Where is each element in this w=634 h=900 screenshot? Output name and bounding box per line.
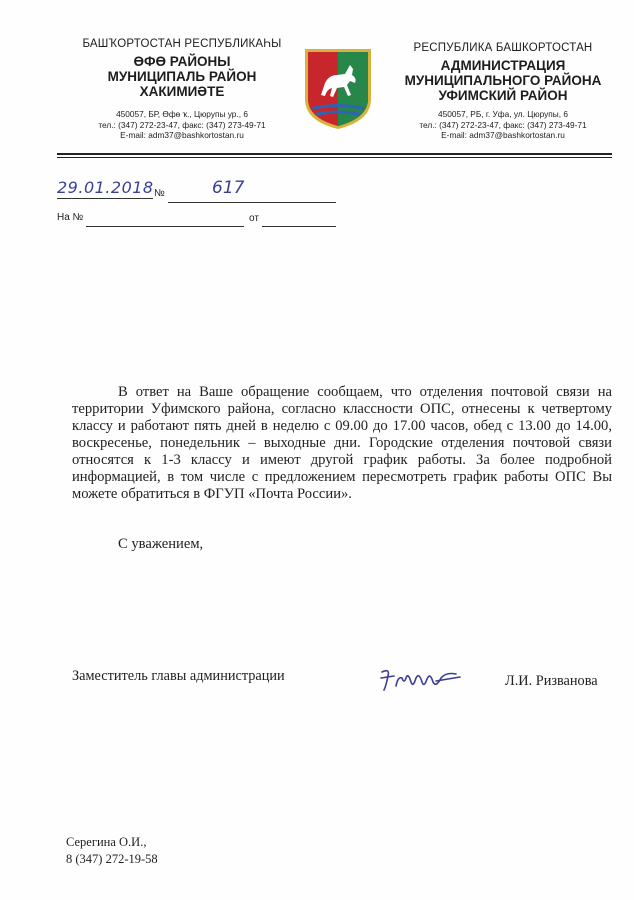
executor-name: Серегина О.И., (66, 835, 147, 849)
header-right-org-line1: АДМИНИСТРАЦИЯ (440, 58, 566, 73)
header-right-russian (388, 42, 618, 141)
header-divider-thick (57, 153, 612, 155)
signatory-name: Л.И. Ризванова (505, 673, 598, 689)
header-right-org-line3: УФИМСКИЙ РАЙОН (438, 88, 568, 103)
date-underline (57, 198, 153, 199)
ref-number-label: На № (57, 212, 84, 223)
header-left-address: 450057, БР, Өфө ҡ., Цюрупы ур., 6 (116, 109, 248, 119)
header-left-republic: БАШҠОРТОСТАН РЕСПУБЛИКАҺЫ (82, 38, 282, 50)
header-left-phones: тел.: (347) 272-23-47, факс: (347) 273-49-71 (98, 119, 266, 130)
header-left-email: E-mail: adm37@bashkortostan.ru (120, 130, 244, 140)
registration-date: 29.01.2018 (57, 178, 154, 197)
ref-date-underline (262, 226, 336, 227)
ref-date-label: от (249, 213, 259, 224)
header-right-address: 450057, РБ, г. Уфа, ул. Цюрупы, 6 (438, 109, 568, 119)
ref-number-underline (86, 226, 244, 227)
closing-phrase: С уважением, (118, 536, 204, 552)
header-right-email: E-mail: adm37@bashkortostan.ru (441, 130, 565, 140)
registration-number: 617 (212, 178, 245, 198)
header-left-org-line2: МУНИЦИПАЛЬ РАЙОН (107, 69, 257, 84)
header-divider-thin (57, 157, 612, 158)
executor-phone: 8 (347) 272-19-58 (66, 852, 158, 866)
letter-body (72, 384, 612, 503)
executor-info (66, 834, 158, 868)
header-left-org-line3: ХАКИМИӘТЕ (139, 84, 225, 99)
handwritten-signature-icon (378, 664, 464, 694)
header-right-phones: тел.: (347) 272-23-47, факс: (347) 273-49-71 (419, 119, 587, 130)
body-paragraph: В ответ на Ваше обращение сообщаем, что отделения почтовой связи на территории Уфимского района, согласно классности ОПС, отнесены к четвертому классу и работают пять дней в неделю с 09.00 до 17.00 часов, обед с 13.00 до 14.00, воскресенье, понедельник – выходные дни. Городские отделения почтовой связи относятся к 1-3 классу и имеют другой график работы. За более подробной информацией, в том числе с предложением пересмотреть график работы ОПС Вы можете обратиться в ФГУП «Почта России». (72, 384, 612, 502)
number-underline (168, 202, 336, 203)
header-left-bashkir (62, 38, 302, 141)
header-right-org-line2: МУНИЦИПАЛЬНОГО РАЙОНА (404, 73, 602, 88)
coat-of-arms-icon (303, 47, 373, 131)
signatory-position: Заместитель главы администрации (72, 668, 285, 684)
header-right-republic: РЕСПУБЛИКА БАШКОРТОСТАН (413, 42, 593, 54)
number-label: № (154, 188, 165, 199)
header-left-org-line1: ӨФӨ РАЙОНЫ (133, 54, 231, 69)
